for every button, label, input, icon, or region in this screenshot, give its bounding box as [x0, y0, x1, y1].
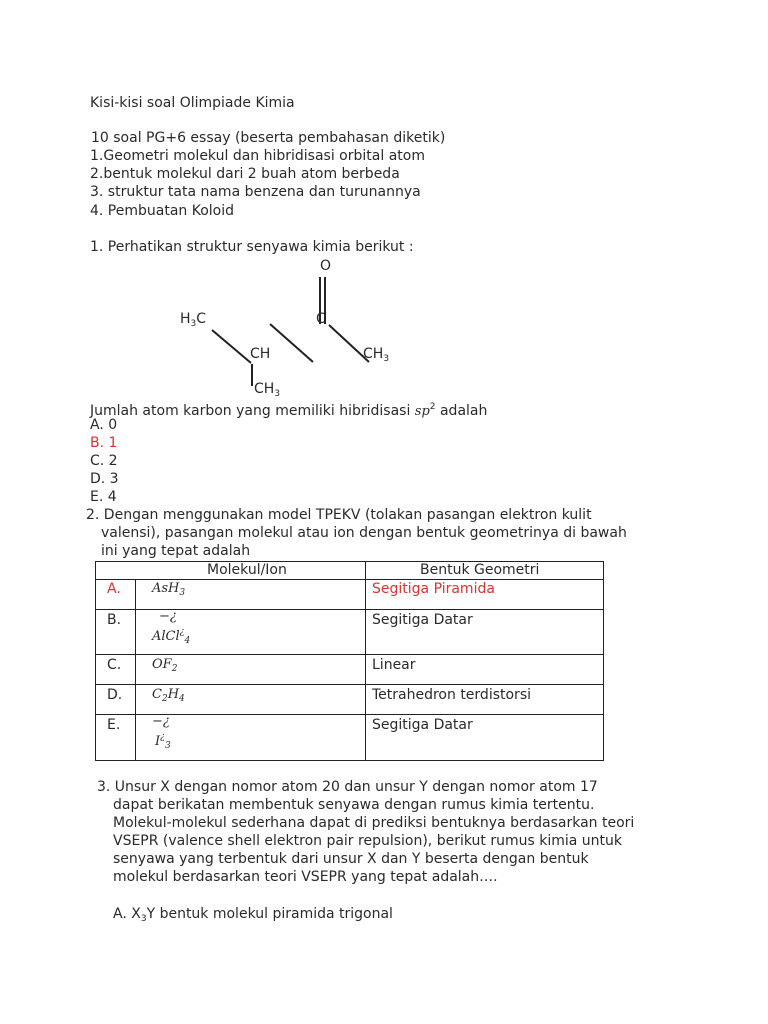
q1-option-b-answer: B. 1 [90, 435, 118, 451]
charge-label: −¿ [152, 714, 170, 729]
q1-option-d: D. 3 [90, 471, 119, 487]
table-row-label: B. [107, 612, 122, 628]
document-title: Kisi-kisi soal Olimpiade Kimia [90, 95, 295, 111]
table-header-molekul: Molekul/Ion [207, 562, 287, 578]
question-text: Jumlah atom karbon yang memiliki hibridisasi [90, 403, 415, 419]
subscript: 3 [164, 741, 171, 751]
atom-carbon: C [316, 311, 326, 327]
sp-term: sp [414, 404, 430, 419]
group-h3c [180, 310, 206, 333]
table-header-geometri: Bentuk Geometri [420, 562, 540, 578]
q1-question [90, 398, 487, 421]
subscript: 4 [184, 636, 191, 646]
atom-label: C [196, 311, 207, 327]
subscript: 2 [171, 664, 178, 674]
subscript: 3 [274, 389, 281, 399]
subscript: 3 [179, 588, 186, 598]
superscript: ¿ [179, 627, 185, 637]
bond-line [270, 324, 313, 362]
formula [152, 686, 185, 708]
subscript: 3 [140, 914, 147, 924]
charge-label: −¿ [159, 609, 177, 624]
subscript: 4 [179, 694, 185, 704]
q3-line: Molekul-molekul sederhana dapat di prediksi bentuknya berdasarkan teori [113, 815, 635, 831]
topic-item: 2.bentuk molekul dari 2 buah atom berbeda [90, 166, 400, 182]
q3-option-a [113, 905, 393, 928]
formula-main: C [152, 687, 162, 702]
superscript: 2 [429, 402, 436, 412]
formula-main: AsH [152, 581, 180, 596]
atom-oxygen: O [320, 258, 332, 274]
formula-main: AlCl [152, 629, 180, 644]
option-text: Y bentuk molekul piramida trigonal [146, 906, 393, 922]
atom-label: CH [363, 346, 384, 362]
formula-main: H [167, 687, 180, 702]
q3-line: VSEPR (valence shell elektron pair repulsion), berikut rumus kimia untuk [113, 833, 622, 849]
formula [155, 730, 171, 753]
q2-line: valensi), pasangan molekul atau ion dengan bentuk geometrinya di bawah [101, 525, 627, 541]
q2-line: 2. Dengan menggunakan model TPEKV (tolakan pasangan elektron kulit [86, 507, 592, 523]
q3-line: dapat berikatan membentuk senyawa dengan rumus kimia tertentu. [113, 797, 595, 813]
q1-option-e: E. 4 [90, 489, 117, 505]
group-ch: CH [250, 346, 271, 362]
atom-label: H [180, 311, 191, 327]
group-ch3-right [363, 345, 389, 368]
intro-line: 10 soal PG+6 essay (beserta pembahasan diketik) [91, 130, 446, 146]
q2-line: ini yang tepat adalah [101, 543, 251, 559]
geometry-cell: Tetrahedron terdistorsi [372, 687, 531, 703]
superscript: ¿ [160, 732, 165, 742]
q1-option-a: A. 0 [90, 417, 118, 433]
bond-line [212, 330, 251, 363]
question-text: adalah [435, 403, 488, 419]
geometry-cell: Segitiga Datar [372, 717, 473, 733]
table-row-label: E. [107, 717, 121, 733]
q3-line: 3. Unsur X dengan nomor atom 20 dan unsur Y dengan nomor atom 17 [97, 779, 598, 795]
topic-item: 1.Geometri molekul dan hibridisasi orbital atom [90, 148, 425, 164]
subscript: 3 [383, 354, 390, 364]
formula [152, 580, 185, 602]
subscript: 2 [161, 694, 168, 704]
table-row-label: C. [107, 657, 122, 673]
formula-main: I [155, 734, 161, 749]
formula-main: OF [152, 657, 172, 672]
geometry-cell: Linear [372, 657, 416, 673]
formula [152, 625, 190, 648]
geometry-cell: Segitiga Datar [372, 612, 473, 628]
q3-line: molekul berdasarkan teori VSEPR yang tepat adalah…. [113, 869, 498, 885]
topic-item: 4. Pembuatan Koloid [90, 203, 235, 219]
geometry-cell: Segitiga Piramida [372, 581, 495, 597]
table-row-label: A. [107, 581, 121, 597]
q1-option-c: C. 2 [90, 453, 118, 469]
q1-prompt: 1. Perhatikan struktur senyawa kimia berikut : [90, 239, 414, 255]
option-text: A. X [113, 906, 141, 922]
subscript: 3 [190, 319, 197, 329]
q3-line: senyawa yang terbentuk dari unsur X dan Y beserta dengan bentuk [113, 851, 589, 867]
table-row-label: D. [107, 687, 123, 703]
atom-label: CH [254, 381, 275, 397]
formula [152, 656, 177, 678]
geometry-table [95, 561, 604, 761]
topic-item: 3. struktur tata nama benzena dan turunannya [90, 184, 421, 200]
